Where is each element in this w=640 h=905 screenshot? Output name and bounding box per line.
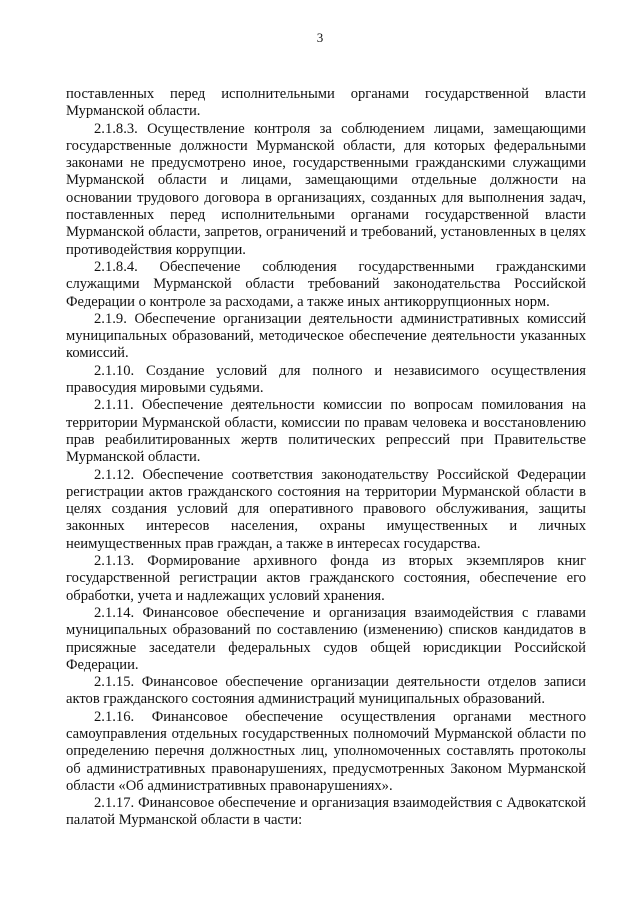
paragraph-2-1-11: 2.1.11. Обеспечение деятельности комиссии по вопросам помилования на территории Мурманской области, комиссии по правам человека и восстановлению прав реабилитированных жертв политических репрессий при Правительстве Мурманской области. (66, 397, 586, 466)
paragraph-2-1-15: 2.1.15. Финансовое обеспечение организации деятельности отделов записи актов гражданского состояния администраций муниципальных образований. (66, 674, 586, 708)
paragraph-2-1-12: 2.1.12. Обеспечение соответствия законодательству Российской Федерации регистрации актов гражданского состояния на территории Мурманской области в целях создания условий для оперативного правового обслуживания, защиты законных интересов населения, охраны имущественных и личных неимущественных прав граждан, а также в интересах государства. (66, 466, 586, 552)
paragraph-continuation: поставленных перед исполнительными органами государственной власти Мурманской области. (66, 86, 586, 120)
paragraph-2-1-16: 2.1.16. Финансовое обеспечение осуществления органами местного самоуправления отдельных государственных полномочий Мурманской области по определению перечня должностных лиц, уполномоченных составлять протоколы об административных правонарушениях, предусмотренных Законом Мурманской области «Об административных правонарушениях». (66, 708, 586, 794)
paragraph-2-1-8-4: 2.1.8.4. Обеспечение соблюдения государственными гражданскими служащими Мурманской области требований законодательства Российской Федерации о контроле за расходами, а также иных антикоррупционных норм. (66, 258, 586, 310)
paragraph-2-1-10: 2.1.10. Создание условий для полного и независимого осуществления правосудия мировыми судьями. (66, 362, 586, 397)
paragraph-2-1-13: 2.1.13. Формирование архивного фонда из вторых экземпляров книг государственной регистрации актов гражданского состояния, обеспечение его обработки, учета и надлежащих условий хранения. (66, 553, 586, 604)
document-body (66, 86, 586, 830)
paragraph-2-1-17: 2.1.17. Финансовое обеспечение и организация взаимодействия с Адвокатской палатой Мурманской области в части: (66, 795, 586, 829)
paragraph-2-1-8-3: 2.1.8.3. Осуществление контроля за соблюдением лицами, замещающими государственные должности Мурманской области, для которых федеральными законами не предусмотрено иное, государственными гражданскими служащими Мурманской области и лицами, замещающими отдельные должности на основании трудового договора в организациях, созданных для выполнения задач, поставленных перед исполнительными органами государственной власти Мурманской области, запретов, ограничений и требований, установленных в целях противодействия коррупции. (66, 120, 586, 258)
paragraph-2-1-14: 2.1.14. Финансовое обеспечение и организация взаимодействия с главами муниципальных образований по составлению (изменению) списков кандидатов в присяжные заседатели федеральных судов общей юрисдикции Российской Федерации. (66, 604, 586, 673)
page-number: 3 (316, 30, 324, 45)
paragraph-2-1-9: 2.1.9. Обеспечение организации деятельности административных комиссий муниципальных образований, методическое обеспечение деятельности указанных комиссий. (66, 310, 586, 362)
